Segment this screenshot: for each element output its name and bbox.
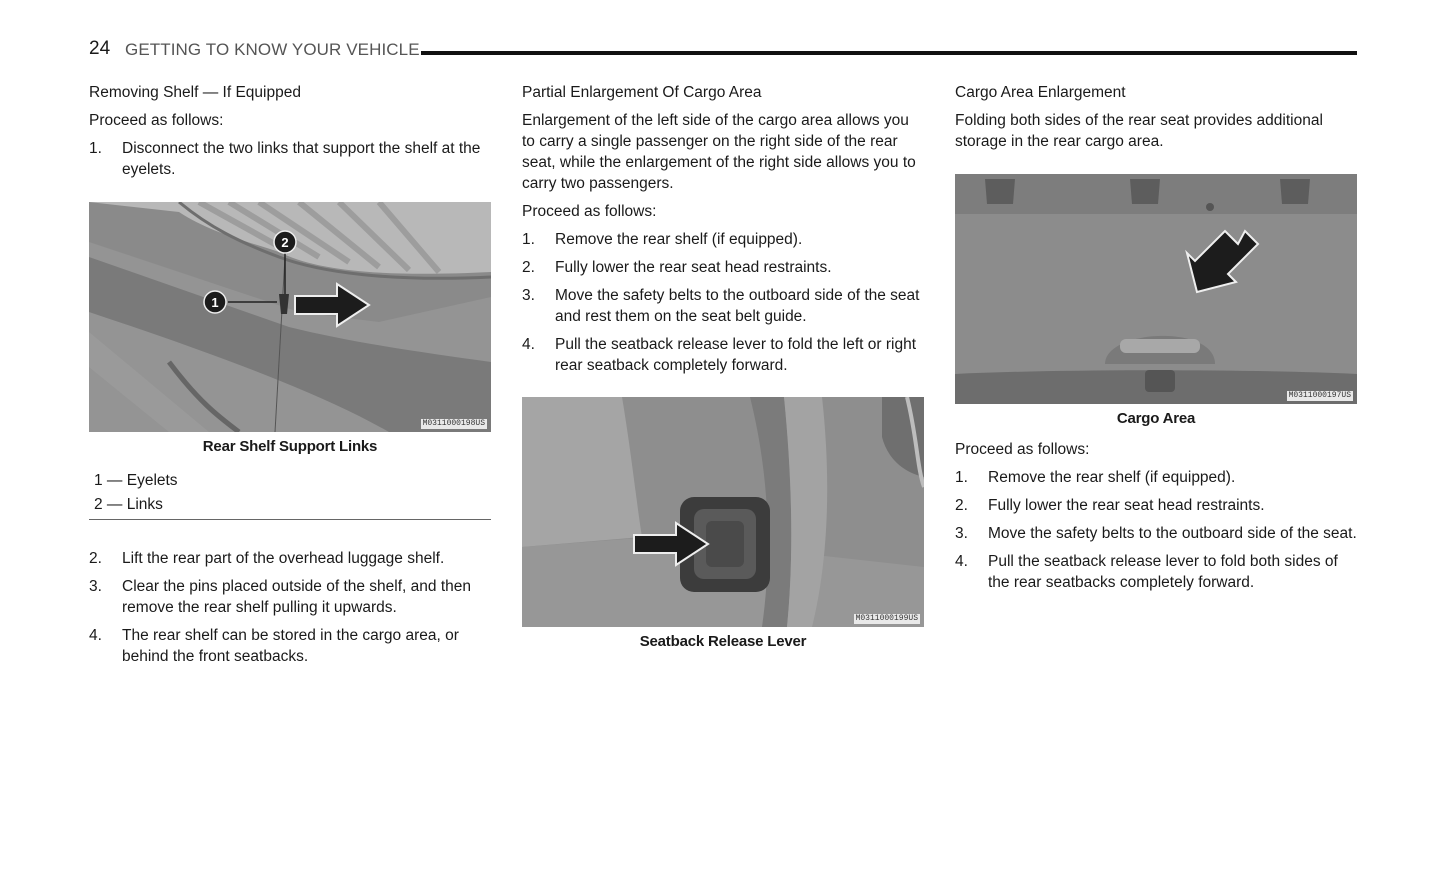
steps-list [955,467,1357,593]
figure-code: M0311000198US [422,419,485,428]
figure-cargo-area [955,174,1357,404]
step-number: 2. [89,550,102,567]
step-number: 1. [89,140,102,157]
column-partial-enlargement [522,83,924,652]
list-item [522,257,924,278]
step-number: 4. [955,553,968,570]
list-item [955,495,1357,516]
page-header [89,38,1357,62]
figure-code: M0311000199US [855,614,918,623]
steps-list [522,229,924,376]
step-text: Move the safety belts to the outboard side of the seat. [988,525,1357,542]
steps-list [89,138,491,180]
figure-seatback-release-lever [522,397,924,627]
step-number: 2. [522,259,535,276]
list-item [89,576,491,618]
body-text: Enlargement of the left side of the cargo area allows you to carry a single passenger on the right side of the rear seat, while the enlargement of the right side allows you to carry two passengers. [522,112,916,192]
legend-item: 1 — Eyelets [94,472,178,489]
step-text: Lift the rear part of the overhead luggage shelf. [122,550,445,567]
column-cargo-enlargement [955,83,1357,600]
step-text: Remove the rear shelf (if equipped). [555,231,803,248]
list-item [955,551,1357,593]
step-number: 4. [89,627,102,644]
list-item [522,285,924,327]
step-text: Remove the rear shelf (if equipped). [988,469,1236,486]
legend-item: 2 — Links [94,496,163,513]
heading-removing-shelf: Removing Shelf — If Equipped [89,84,301,101]
list-item [89,548,491,569]
step-text: The rear shelf can be stored in the cargo area, or behind the front seatbacks. [122,627,459,665]
body-text: Folding both sides of the rear seat provides additional storage in the rear cargo area. [955,112,1323,150]
page-number: 24 [89,38,111,59]
step-number: 3. [89,578,102,595]
seatback-lever-illustration [522,397,924,627]
section-title: GETTING TO KNOW YOUR VEHICLE [125,40,420,59]
list-item [955,467,1357,488]
list-item [522,229,924,250]
figure-caption: Rear Shelf Support Links [202,438,378,455]
steps-list [89,548,491,667]
header-rule [421,51,1357,55]
step-text: Fully lower the rear seat head restraints. [988,497,1265,514]
callout-2: 2 [281,235,289,250]
heading-partial-enlargement: Partial Enlargement Of Cargo Area [522,84,762,101]
intro-text: Proceed as follows: [522,203,657,220]
step-number: 2. [955,497,968,514]
step-number: 1. [955,469,968,486]
list-item [955,523,1357,544]
step-number: 3. [955,525,968,542]
callout-1: 1 [211,295,219,310]
step-text: Fully lower the rear seat head restraints. [555,259,832,276]
heading-cargo-enlargement: Cargo Area Enlargement [955,84,1126,101]
step-number: 4. [522,336,535,353]
step-text: Clear the pins placed outside of the shelf, and then remove the rear shelf pulling it upwards. [122,578,471,616]
list-item [89,138,491,180]
step-number: 1. [522,231,535,248]
figure-rear-shelf-support-links [89,202,491,432]
list-item [89,625,491,667]
step-text: Disconnect the two links that support the shelf at the eyelets. [122,140,481,178]
list-item [522,334,924,376]
intro-text: Proceed as follows: [89,112,224,129]
step-text: Move the safety belts to the outboard side of the seat and rest them on the seat belt guide. [555,287,920,325]
figure-code: M0311000197US [1288,391,1351,400]
column-removing-shelf [89,83,491,674]
figure-caption: Seatback Release Lever [639,633,807,650]
figure-legend [89,469,491,520]
step-number: 3. [522,287,535,304]
step-text: Pull the seatback release lever to fold the left or right rear seatback completely forward. [555,336,917,374]
figure-caption: Cargo Area [1116,410,1196,427]
cargo-area-illustration [955,174,1357,404]
rear-shelf-illustration [89,202,491,432]
intro-text: Proceed as follows: [955,441,1090,458]
step-text: Pull the seatback release lever to fold both sides of the rear seatbacks completely forward. [988,553,1338,591]
